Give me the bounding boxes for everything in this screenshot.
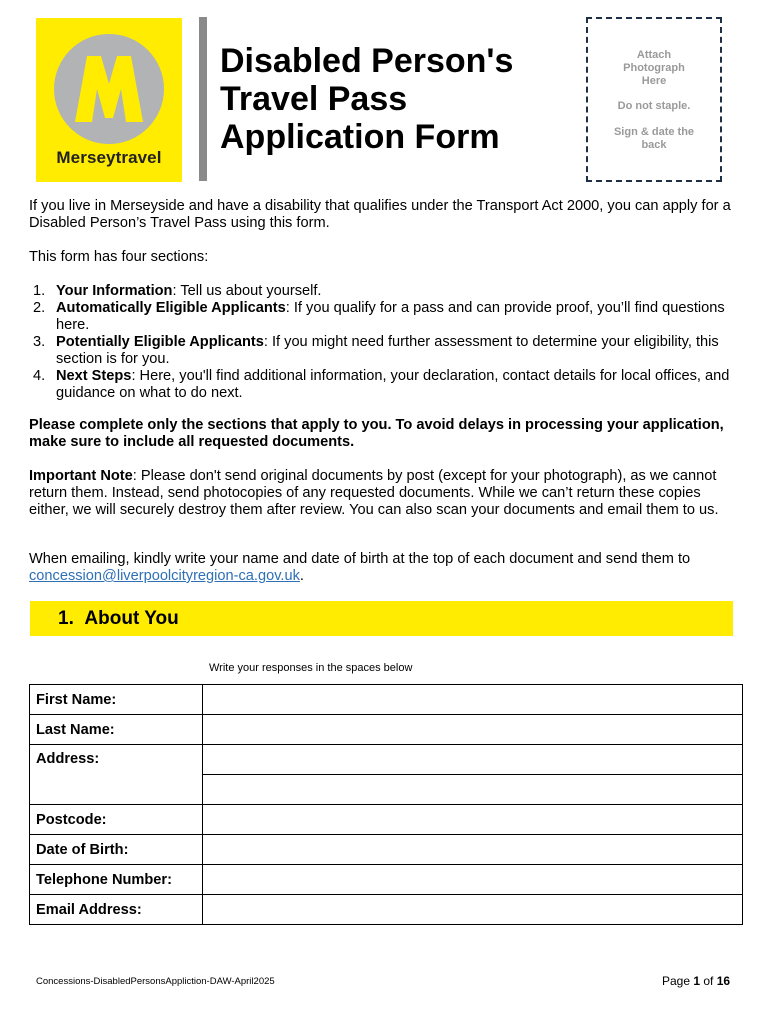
page-number: Page 1 of 16 [662,974,731,988]
merseytravel-logo [36,18,182,182]
complete-note: Please complete only the sections that apply to you. To avoid delays in processing your application, make sure to include all requested documents. [29,417,724,450]
section-1-header [30,601,733,636]
about-you-form [29,684,743,925]
section-1-title: 1. About You [58,608,179,629]
first-name-label: First Name: [30,685,203,715]
email-field[interactable] [203,895,743,925]
dob-field[interactable] [203,835,743,865]
title-line-2: Travel Pass [220,80,408,118]
address-label: Address: [30,745,203,805]
telephone-label: Telephone Number: [30,865,203,895]
photo-box-staple-text: Do not staple. [617,100,691,112]
postcode-label: Postcode: [30,805,203,835]
email-label: Email Address: [30,895,203,925]
list-item: 2. Automatically Eligible Applicants: If you qualify for a pass and can provide proof, you’ll find questions here. [33,300,725,333]
last-name-label: Last Name: [30,715,203,745]
last-name-field[interactable] [203,715,743,745]
concession-email-link[interactable]: concession@liverpoolcityregion-ca.gov.uk [29,568,300,584]
title-divider [199,17,207,181]
photo-box-attach-text: Attach Photograph Here [623,49,685,87]
page-title [220,42,570,156]
list-item: 1. Your Information: Tell us about yourself. [33,283,322,299]
list-item: 3. Potentially Eligible Applicants: If you might need further assessment to determine your eligibility, this section is for you. [33,334,719,367]
postcode-field[interactable] [203,805,743,835]
list-item: 4. Next Steps: Here, you'll find additional information, your declaration, contact details for local offices, and guidance on what to do next. [33,368,730,401]
address-field-line-2[interactable] [203,775,743,805]
photo-attach-box [586,17,722,182]
logo-brand-text: Merseytravel [56,148,162,167]
important-note: Important Note: Please don't send original documents by post (except for your photograph), as we cannot return them. Instead, send photocopies of any requested documents. While we can’t return these copies either, we will securely destroy them after review. You can also scan your documents and email them to us. [29,468,719,518]
intro-paragraph: If you live in Merseyside and have a disability that qualifies under the Transport Act 2000, you can apply for a Disabled Person’s Travel Pass using this form. [29,198,731,231]
first-name-field[interactable] [203,685,743,715]
address-field-line-1[interactable] [203,745,743,775]
sections-intro: This form has four sections: [29,249,209,265]
emailing-instructions: When emailing, kindly write your name and date of birth at the top of each document and send them to concession@liverpoolcityregion-ca.gov.uk. [29,551,691,584]
title-line-3: Application Form [220,118,500,156]
document-code: Concessions-DisabledPersonsAppliction-DAW-April2025 [36,976,275,987]
title-line-1: Disabled Person's [220,42,514,80]
section-list [29,283,739,402]
telephone-field[interactable] [203,865,743,895]
logo-m-icon [54,34,164,144]
photo-box-sign-text: Sign & date the back [613,126,695,151]
form-hint: Write your responses in the spaces below [209,662,413,674]
dob-label: Date of Birth: [30,835,203,865]
